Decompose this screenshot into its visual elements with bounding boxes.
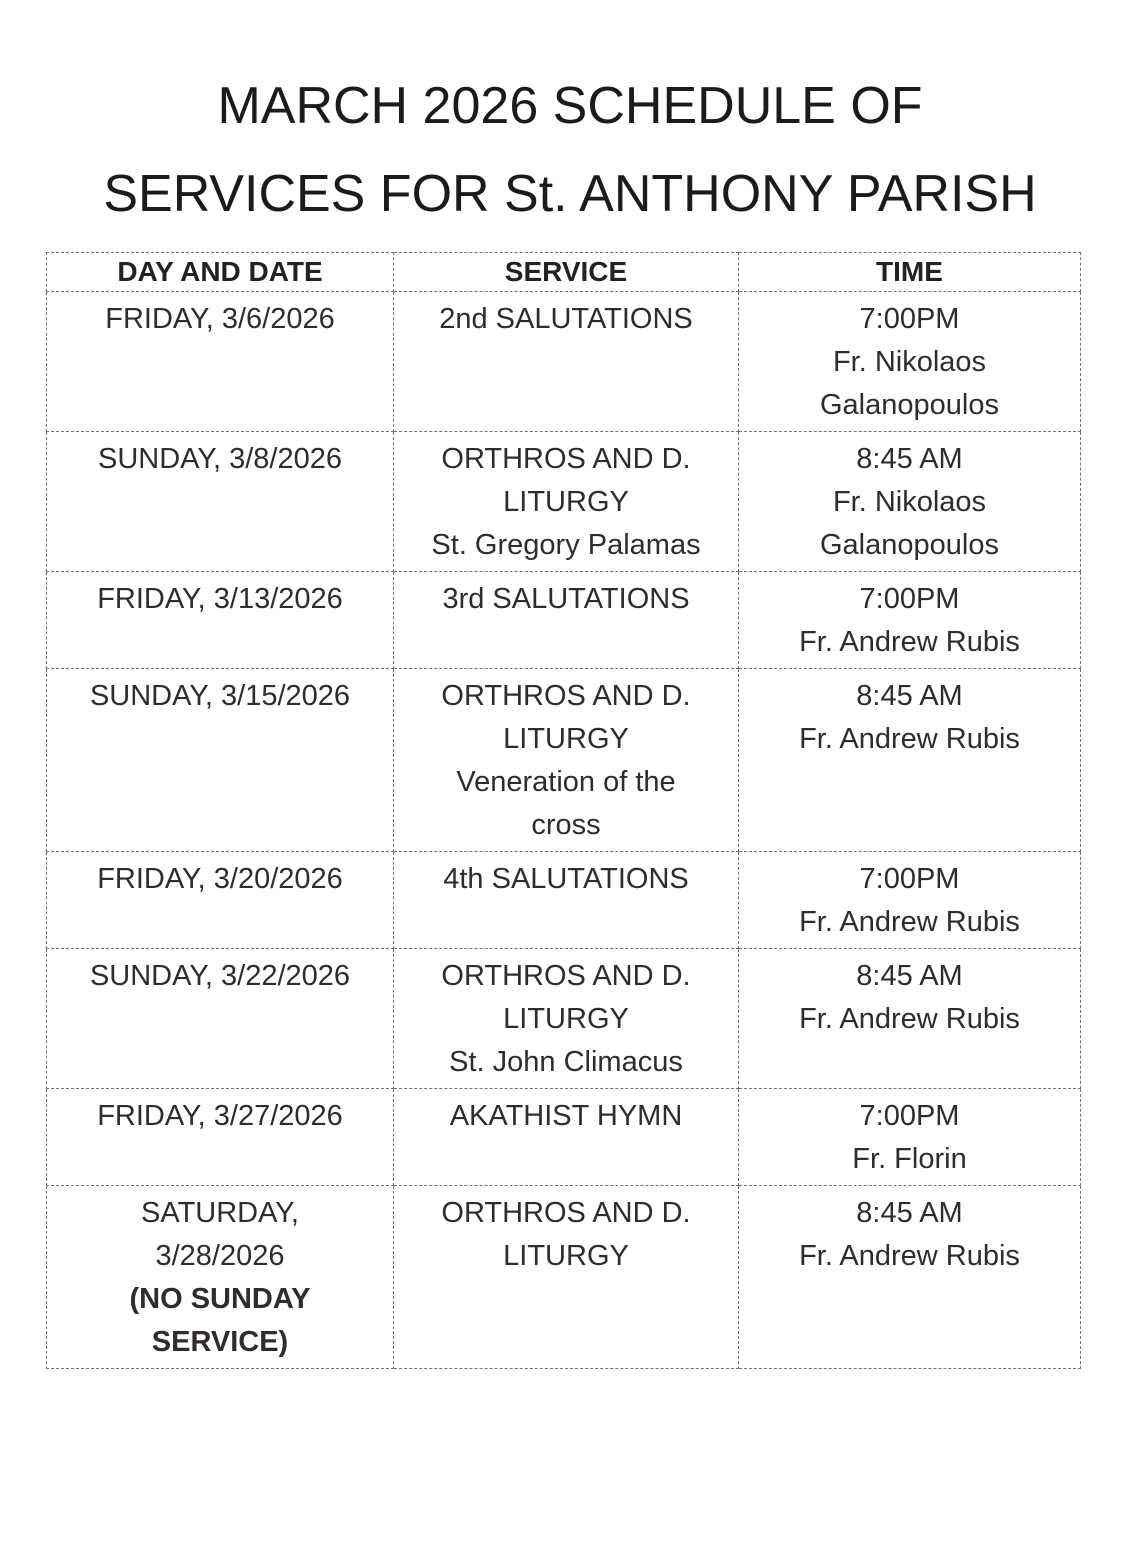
day-text: SUNDAY, 3/22/2026	[89, 960, 351, 992]
time-text: 7:00PM	[859, 583, 960, 615]
service-text: St. John Climacus	[449, 1046, 683, 1078]
title-line-1: MARCH 2026 SCHEDULE OF	[217, 77, 923, 135]
service-cell	[394, 1186, 739, 1369]
priest-text: Fr. Andrew Rubis	[799, 1003, 1020, 1035]
day-cell	[47, 669, 394, 852]
schedule-table	[46, 252, 1081, 1369]
time-cell	[739, 669, 1081, 852]
service-text: LITURGY	[503, 1240, 629, 1272]
service-cell	[394, 949, 739, 1089]
service-text: LITURGY	[503, 486, 629, 518]
time-text: 7:00PM	[859, 303, 960, 335]
day-cell	[47, 572, 394, 669]
service-cell	[394, 669, 739, 852]
table-row	[47, 852, 1081, 949]
service-text: 4th SALUTATIONS	[443, 863, 689, 895]
day-cell	[47, 1186, 394, 1369]
day-cell	[47, 949, 394, 1089]
priest-text: Fr. Nikolaos	[832, 486, 987, 518]
priest-text: Fr. Florin	[852, 1143, 967, 1175]
time-text: 8:45 AM	[856, 680, 963, 712]
time-text: 8:45 AM	[856, 443, 963, 475]
time-cell	[739, 432, 1081, 572]
no-sunday-service-note: SERVICE)	[151, 1326, 289, 1358]
time-cell	[739, 1089, 1081, 1186]
time-cell	[739, 572, 1081, 669]
table-row	[47, 669, 1081, 852]
priest-text: Fr. Andrew Rubis	[799, 906, 1020, 938]
day-text: FRIDAY, 3/6/2026	[105, 303, 335, 335]
priest-text: Galanopoulos	[820, 389, 999, 421]
day-text: SUNDAY, 3/8/2026	[98, 443, 342, 475]
time-text: 8:45 AM	[856, 1197, 963, 1229]
table-row	[47, 949, 1081, 1089]
day-cell	[47, 1089, 394, 1186]
day-cell	[47, 432, 394, 572]
priest-text: Fr. Andrew Rubis	[799, 1240, 1020, 1272]
service-text: St. Gregory Palamas	[431, 529, 701, 561]
time-cell	[739, 852, 1081, 949]
table-row	[47, 1186, 1081, 1369]
time-cell	[739, 949, 1081, 1089]
time-text: 7:00PM	[859, 863, 960, 895]
service-text: Veneration of the	[456, 766, 676, 798]
service-cell	[394, 852, 739, 949]
service-cell	[394, 572, 739, 669]
header-time: TIME	[739, 253, 1081, 292]
title-line-2: SERVICES FOR St. ANTHONY PARISH	[103, 165, 1037, 223]
day-text: FRIDAY, 3/20/2026	[97, 863, 343, 895]
service-text: ORTHROS AND D.	[441, 680, 691, 712]
day-text: SUNDAY, 3/15/2026	[89, 680, 351, 712]
table-row	[47, 432, 1081, 572]
page-title	[0, 62, 1140, 238]
day-cell	[47, 852, 394, 949]
table-row	[47, 292, 1081, 432]
day-text: FRIDAY, 3/13/2026	[97, 583, 343, 615]
time-text: 7:00PM	[859, 1100, 960, 1132]
priest-text: Galanopoulos	[820, 529, 999, 561]
priest-text: Fr. Andrew Rubis	[799, 723, 1020, 755]
time-text: 8:45 AM	[856, 960, 963, 992]
service-cell	[394, 292, 739, 432]
service-text: AKATHIST HYMN	[449, 1100, 683, 1132]
service-text: ORTHROS AND D.	[441, 960, 691, 992]
service-cell	[394, 432, 739, 572]
service-text: ORTHROS AND D.	[441, 443, 691, 475]
no-sunday-service-note: (NO SUNDAY	[129, 1283, 311, 1315]
service-cell	[394, 1089, 739, 1186]
table-row	[47, 572, 1081, 669]
service-text: LITURGY	[503, 723, 629, 755]
header-service: SERVICE	[394, 253, 739, 292]
time-cell	[739, 292, 1081, 432]
service-text: cross	[531, 809, 601, 841]
priest-text: Fr. Andrew Rubis	[799, 626, 1020, 658]
day-text: SATURDAY,	[141, 1197, 299, 1229]
day-text: 3/28/2026	[155, 1240, 285, 1272]
service-text: 2nd SALUTATIONS	[439, 303, 693, 335]
service-text: ORTHROS AND D.	[441, 1197, 691, 1229]
service-text: LITURGY	[503, 1003, 629, 1035]
priest-text: Fr. Nikolaos	[832, 346, 987, 378]
day-text: FRIDAY, 3/27/2026	[97, 1100, 343, 1132]
day-cell	[47, 292, 394, 432]
table-row	[47, 1089, 1081, 1186]
time-cell	[739, 1186, 1081, 1369]
service-text: 3rd SALUTATIONS	[442, 583, 690, 615]
table-header-row	[47, 253, 1081, 292]
header-day-and-date: DAY AND DATE	[47, 253, 394, 292]
